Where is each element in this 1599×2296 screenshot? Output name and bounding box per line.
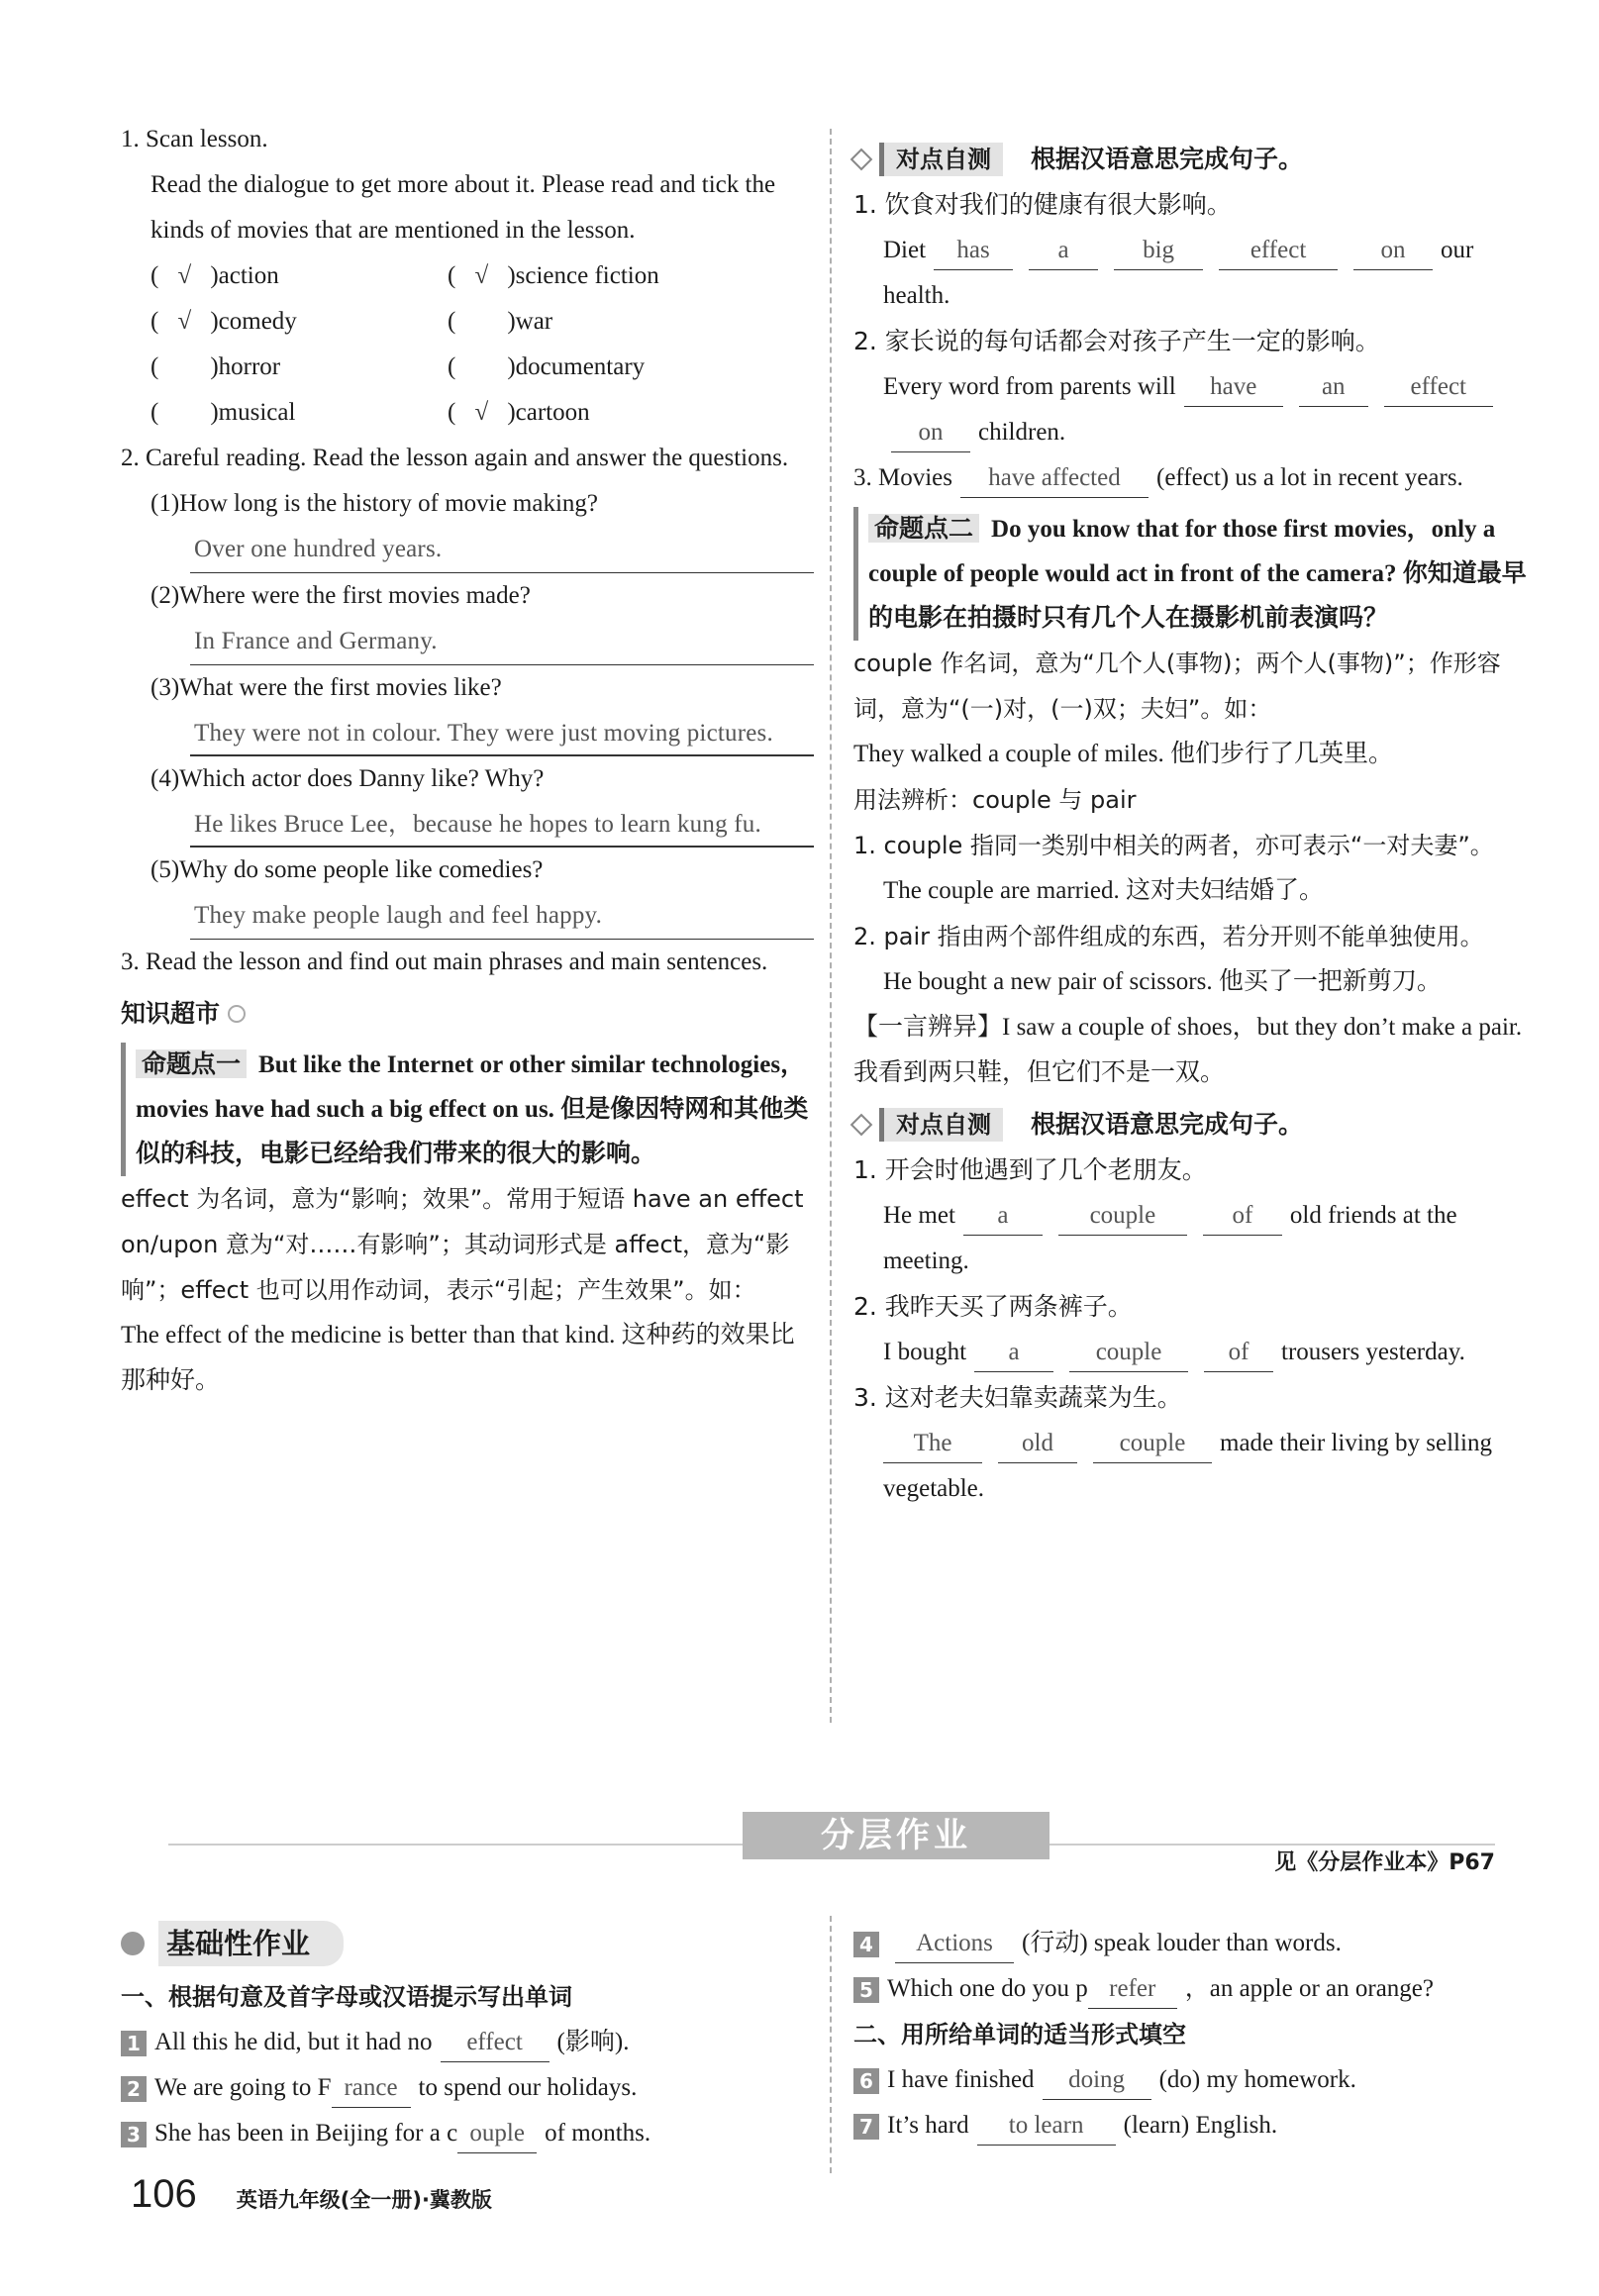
option-item[interactable]: ( √ )comedy — [150, 299, 448, 345]
check-mark: √ — [177, 308, 192, 335]
kp1-example: The effect of the medicine is better than that kind. 这种药的效果比那种好。 — [121, 1322, 795, 1394]
answer-blank[interactable]: Actions — [895, 1925, 1014, 1963]
answer-blank[interactable]: couple — [1058, 1197, 1187, 1236]
book-title: 英语九年级(全一册)·冀教版 — [236, 2188, 492, 2212]
page-number: 106 — [131, 2172, 197, 2216]
self-test-header-2 — [853, 1102, 1542, 1148]
sentence-zh: 2. 家长说的每句话都会对孩子产生一定的影响。 — [853, 327, 1380, 355]
item-number: 7 — [853, 2114, 879, 2140]
option-item[interactable]: ( √ )action — [150, 253, 448, 299]
kp2-explanation: couple 作名词，意为“几个人(事物)；两个人(事物)”；作形容词，意为“(一)对，(一)双；夫妇”。如： — [853, 649, 1501, 723]
banner-title: 分层作业 — [743, 1812, 1049, 1859]
answer-blank[interactable]: have affected — [960, 459, 1149, 498]
answer-blank[interactable]: an — [1299, 368, 1368, 407]
answer-line[interactable]: They make people laugh and feel happy. — [190, 893, 814, 940]
item-number: 5 — [853, 1977, 879, 2003]
self-test-task: 根据汉语意思完成句子。 — [1031, 1110, 1304, 1139]
usage-item: 2. pair 指由两个部件组成的东西，若分开则不能单独使用。 — [853, 923, 1484, 950]
layered-homework-banner — [158, 1808, 1495, 1875]
answer-blank[interactable]: effect — [1384, 368, 1493, 407]
option-item[interactable]: ( )horror — [150, 353, 281, 380]
exercise-item: 3 She has been in Beijing for a c ouple of months. — [121, 2111, 814, 2156]
exercise-item: 7 It’s hard to learn (learn) English. — [853, 2103, 1542, 2148]
basic-homework-left — [121, 1921, 814, 2156]
q1-title: 1. Scan lesson. — [121, 126, 268, 152]
left-column — [121, 117, 814, 1404]
self-test-tag: 对点自测 — [879, 1108, 1003, 1142]
exercise-item: 2 We are going to F rance to spend our holidays. — [121, 2065, 814, 2111]
item-number: 3 — [121, 2122, 147, 2147]
answer-blank[interactable]: of — [1203, 1197, 1282, 1236]
check-mark: √ — [474, 399, 489, 426]
key-point-zh: 你知道最早的电影在拍摄时只有几个人在摄影机前表演吗？ — [868, 558, 1527, 632]
answer-blank[interactable]: old — [998, 1425, 1077, 1463]
option-item[interactable]: ( √ )cartoon — [448, 390, 745, 436]
sentence-zh: 1. 开会时他遇到了几个老朋友。 — [853, 1155, 1207, 1184]
answer-blank[interactable]: couple — [1069, 1334, 1188, 1372]
check-mark: √ — [474, 262, 489, 289]
q3-text: 3. Read the lesson and find out main phrases and main sentences. — [121, 948, 768, 975]
answer-blank[interactable]: couple — [1093, 1425, 1212, 1463]
answer-blank[interactable]: a — [974, 1334, 1053, 1372]
key-point-en: Do you know that for those first movies，only a couple of people would act in front of the camera? — [868, 516, 1496, 587]
answer-blank[interactable]: refer — [1088, 1970, 1177, 2009]
one-word-distinction: 【一言辨异】I saw a couple of shoes，but they don’t make a pair. 我看到两只鞋，但它们不是一双。 — [853, 1014, 1523, 1086]
self-test-tag: 对点自测 — [879, 143, 1003, 176]
banner-reference: 见《分层作业本》P67 — [1274, 1850, 1495, 1875]
q1-text: Read the dialogue to get more about it. Please read and tick the kinds of movies that are mentioned in the lesson. — [150, 171, 776, 244]
check-mark: √ — [177, 262, 192, 289]
sentence-en: Diet has a big effect on our health. — [853, 228, 1542, 319]
sentence-en: 3. Movies have affected (effect) us a lot in recent years. — [853, 455, 1542, 501]
basic-homework-heading: 基础性作业 — [121, 1921, 814, 1966]
page-footer — [131, 2172, 492, 2217]
answer-line[interactable]: They were not in colour. They were just moving pictures. — [190, 711, 814, 756]
answer-blank[interactable]: big — [1114, 232, 1203, 270]
answer-blank[interactable]: have — [1184, 368, 1283, 407]
diamond-icon — [850, 149, 873, 171]
kp1-explanation: effect 为名词，意为“影响；效果”。常用于短语 have an effect on/upon 意为“对……有影响”；其动词形式是 affect，意为“影响”；effect 也可以用作动词，表示“引起；产生效果”。如： — [121, 1185, 804, 1304]
part-two-heading: 二、用所给单词的适当形式填空 — [853, 2021, 1186, 2048]
right-column — [853, 131, 1542, 1512]
question: (1)How long is the history of movie making? — [150, 490, 599, 517]
exercise-item: 6 I have finished doing (do) my homework. — [853, 2057, 1542, 2103]
answer-blank[interactable]: effect — [1219, 232, 1338, 270]
option-item[interactable]: ( )documentary — [448, 353, 646, 380]
item-number: 4 — [853, 1932, 879, 1957]
usage-example: He bought a new pair of scissors. 他买了一把新剪刀。 — [883, 968, 1442, 995]
sentence-en: The old couple made their living by selling vegetable. — [853, 1421, 1542, 1512]
answer-blank[interactable]: rance — [332, 2069, 411, 2108]
answer-line[interactable]: He likes Bruce Lee，because he hopes to learn kung fu. — [190, 802, 814, 848]
kp2-example: They walked a couple of miles. 他们步行了几英里。 — [853, 741, 1394, 767]
answer-blank[interactable]: to learn — [977, 2107, 1116, 2146]
usage-item: 1. couple 指同一类别中相关的两者，亦可表示“一对夫妻”。 — [853, 832, 1494, 859]
basic-homework-right — [853, 1921, 1542, 2148]
usage-example: The couple are married. 这对夫妇结婚了。 — [883, 877, 1325, 904]
sentence-zh: 3. 这对老夫妇靠卖蔬菜为生。 — [853, 1383, 1182, 1412]
question-list — [121, 481, 814, 940]
movie-options — [121, 253, 814, 436]
exercise-item: 5 Which one do you p refer ，an apple or an orange? — [853, 1966, 1542, 2012]
key-point-1 — [121, 1043, 814, 1176]
answer-line[interactable]: In France and Germany. — [190, 619, 814, 665]
exercise-item: 4 Actions (行动) speak louder than words. — [853, 1921, 1542, 1966]
key-point-en: But like the Internet or other similar technologies，movies have had such a big effect on us. — [136, 1051, 806, 1123]
self-test-header — [853, 137, 1542, 182]
key-point-2 — [853, 507, 1542, 641]
answer-blank[interactable]: on — [891, 414, 970, 452]
item-number: 6 — [853, 2068, 879, 2094]
usage-heading: 用法辨析：couple 与 pair — [853, 786, 1137, 814]
self-test-task: 根据汉语意思完成句子。 — [1031, 145, 1304, 173]
part-one-heading: 一、根据句意及首字母或汉语提示写出单词 — [121, 1983, 572, 2011]
question: (4)Which actor does Danny like? Why? — [150, 765, 545, 792]
sentence-en: He met a couple of old friends at the meeting. — [853, 1193, 1542, 1284]
answer-blank[interactable]: The — [883, 1425, 982, 1463]
answer-blank[interactable]: of — [1204, 1334, 1273, 1372]
key-point-zh: 但是像因特网和其他类似的科技，电影已经给我们带来的很大的影响。 — [136, 1094, 809, 1167]
column-divider — [830, 129, 832, 1723]
exercise-item: 1 All this he did, but it had no effect (影响). — [121, 2020, 814, 2065]
answer-blank[interactable]: a — [963, 1197, 1043, 1236]
q2-title: 2. Careful reading. Read the lesson again and answer the questions. — [121, 445, 789, 471]
item-number: 1 — [121, 2031, 147, 2056]
option-item[interactable]: ( )war — [448, 308, 553, 335]
answer-blank[interactable]: a — [1029, 232, 1098, 270]
sentence-zh: 2. 我昨天买了两条裤子。 — [853, 1292, 1133, 1321]
question: (5)Why do some people like comedies? — [150, 856, 544, 883]
option-item[interactable]: ( )musical — [150, 399, 296, 426]
answer-blank[interactable]: has — [934, 232, 1013, 270]
column-divider-lower — [830, 1916, 832, 2173]
answer-blank[interactable]: ouple — [457, 2115, 537, 2153]
hand-icon — [121, 1932, 145, 1955]
option-item[interactable]: ( √ )science fiction — [448, 253, 745, 299]
answer-blank[interactable]: on — [1353, 232, 1433, 270]
answer-blank[interactable]: effect — [441, 2024, 550, 2062]
sentence-zh: 1. 饮食对我们的健康有很大影响。 — [853, 190, 1232, 219]
diamond-icon — [228, 1005, 246, 1023]
sentence-en: I bought a couple of trousers yesterday. — [853, 1330, 1542, 1375]
knowledge-market-heading: 知识超市 — [121, 991, 814, 1037]
question: (2)Where were the first movies made? — [150, 582, 531, 609]
key-point-label: 命题点一 — [136, 1049, 247, 1078]
answer-line[interactable]: Over one hundred years. — [190, 527, 814, 573]
sentence-en: Every word from parents will have an effecton children. — [853, 364, 1542, 455]
answer-blank[interactable]: doing — [1043, 2061, 1151, 2100]
diamond-icon — [850, 1114, 873, 1137]
key-point-label: 命题点二 — [868, 514, 979, 543]
item-number: 2 — [121, 2076, 147, 2102]
question: (3)What were the first movies like? — [150, 674, 502, 701]
